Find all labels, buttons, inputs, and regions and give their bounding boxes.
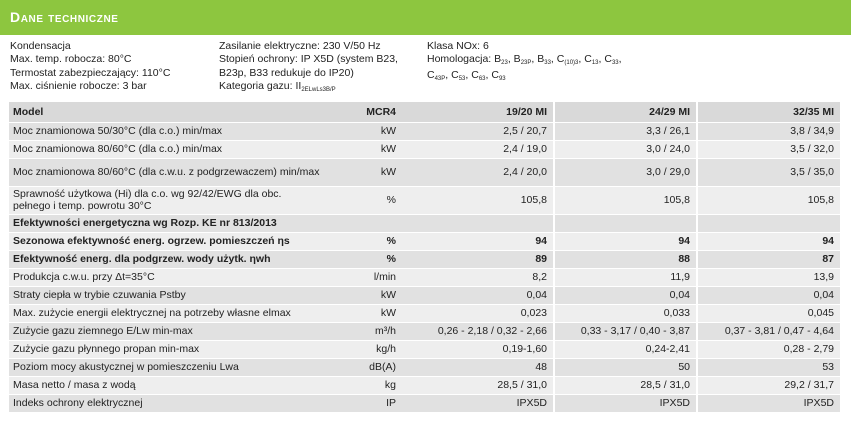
row-unit (324, 214, 404, 232)
row-value-19-20: 89 (404, 250, 554, 268)
row-value-24-29: 94 (554, 232, 697, 250)
row-value-24-29 (554, 214, 697, 232)
row-value-32-35: 87 (697, 250, 840, 268)
header-model: Model (9, 102, 324, 122)
table-row (9, 304, 840, 322)
row-value-32-35: 0,37 - 3,81 / 0,47 - 4,64 (697, 322, 840, 340)
table-row (9, 140, 840, 158)
table-row (9, 186, 840, 214)
info-condensing: Kondensacja (10, 40, 71, 52)
row-unit: kg/h (324, 340, 404, 358)
row-unit: kW (324, 286, 404, 304)
gas-category-label: Kategoria gazu: II (219, 80, 302, 93)
row-label: Poziom mocy akustycznej w pomieszczeniu Lwa (9, 358, 324, 376)
row-label: Straty ciepła w trybie czuwania Pstby (9, 286, 324, 304)
row-value-19-20: 0,023 (404, 304, 554, 322)
homologation-item: B (513, 53, 521, 66)
homologation-item-sub: (10)3 (564, 60, 579, 67)
table-row (9, 376, 840, 394)
homologation-item: C (584, 53, 592, 66)
row-value-32-35 (697, 214, 840, 232)
info-max-pressure: Max. ciśnienie robocze: 3 bar (10, 80, 147, 93)
row-value-32-35: IPX5D (697, 394, 840, 412)
homologation-item-sub: 63 (478, 75, 486, 82)
table-header-row (9, 102, 840, 122)
table-row (9, 158, 840, 186)
row-unit: IP (324, 394, 404, 412)
table-row (9, 322, 840, 340)
row-label: Zużycie gazu ziemnego E/Lw min-max (9, 322, 324, 340)
homologation-item: B (494, 53, 502, 66)
row-unit: % (324, 186, 404, 214)
homologation-item-sub: 13 (591, 60, 599, 67)
header-model-24-29: 24/29 MI (554, 102, 697, 122)
row-value-32-35: 105,8 (697, 186, 840, 214)
row-unit: m³/h (324, 322, 404, 340)
row-value-24-29: 3,3 / 26,1 (554, 122, 697, 140)
row-value-24-29: 50 (554, 358, 697, 376)
row-value-19-20: 94 (404, 232, 554, 250)
row-value-19-20 (404, 214, 554, 232)
row-value-32-35: 0,28 - 2,79 (697, 340, 840, 358)
row-unit: l/min (324, 268, 404, 286)
table-row (9, 340, 840, 358)
info-safety-thermostat: Termostat zabezpieczający: 110°C (10, 66, 171, 79)
info-homologation: Homologacja: $B_{23}$, $B_{23P}$, $B_{33}$, $C_{(10)3}$, $C_{13}$, $C_{33}$, $C_{43P}$, $C_{53}$, $C_{63}$, $C_{93}$ (427, 53, 622, 82)
row-value-32-35: 3,5 / 35,0 (697, 158, 840, 186)
row-unit: kW (324, 140, 404, 158)
row-label: Efektywność energ. dla podgrzew. wody użytk. ηwh (9, 250, 324, 268)
row-value-32-35: 29,2 / 31,7 (697, 376, 840, 394)
row-unit: dB(A) (324, 358, 404, 376)
homologation-item: C (471, 68, 479, 81)
gas-category-sub: 2ELwLs3B/P (301, 87, 336, 94)
row-label: Max. zużycie energii elektrycznej na potrzeby własne elmax (9, 304, 324, 322)
section-title: Dane techniczne (10, 9, 119, 25)
homologation-item-sub: 53 (458, 75, 466, 82)
row-value-24-29: 0,04 (554, 286, 697, 304)
row-value-32-35: 0,045 (697, 304, 840, 322)
row-value-24-29: IPX5D (554, 394, 697, 412)
row-label: Sezonowa efektywność energ. ogrzew. pomieszczeń ηs (9, 232, 324, 250)
spec-table-body (9, 102, 840, 412)
homologation-item: C (491, 68, 499, 81)
row-label: Masa netto / masa z wodą (9, 376, 324, 394)
table-row (9, 358, 840, 376)
row-value-32-35: 53 (697, 358, 840, 376)
homologation-item-sub: 23P (520, 60, 532, 67)
row-value-24-29: 3,0 / 29,0 (554, 158, 697, 186)
row-value-32-35: 0,04 (697, 286, 840, 304)
table-row (9, 250, 840, 268)
row-label: Indeks ochrony elektrycznej (9, 394, 324, 412)
table-row (9, 232, 840, 250)
spec-table (9, 102, 840, 413)
header-bar (0, 0, 851, 35)
row-label: Moc znamionowa 80/60°C (dla c.o.) min/max (9, 140, 324, 158)
header-model-32-35: 32/35 MI (697, 102, 840, 122)
row-value-19-20: 48 (404, 358, 554, 376)
row-unit: kW (324, 304, 404, 322)
header-model-19-20: 19/20 MI (404, 102, 554, 122)
table-row (9, 394, 840, 412)
row-value-32-35: 3,8 / 34,9 (697, 122, 840, 140)
row-value-19-20: 0,04 (404, 286, 554, 304)
row-label: Produkcja c.w.u. przy Δt=35°C (9, 268, 324, 286)
row-value-19-20: 0,19-1,60 (404, 340, 554, 358)
homologation-item-sub: 23 (501, 60, 508, 67)
row-value-19-20: 2,4 / 20,0 (404, 158, 554, 186)
row-value-19-20: IPX5D (404, 394, 554, 412)
info-column-general (10, 40, 215, 94)
row-value-19-20: 105,8 (404, 186, 554, 214)
row-label: Moc znamionowa 80/60°C (dla c.w.u. z podgrzewaczem) min/max (9, 158, 324, 186)
row-value-32-35: 94 (697, 232, 840, 250)
homologation-item: C (556, 53, 565, 66)
homologation-label: Homologacja: (427, 53, 495, 66)
header-mcr4: MCR4 (324, 102, 404, 122)
row-value-19-20: 2,5 / 20,7 (404, 122, 554, 140)
homologation-item-sub: 93 (498, 75, 506, 82)
homologation-item: C (427, 68, 435, 81)
info-protection-2: B23p, B33 redukuje do IP20) (219, 66, 354, 79)
row-value-24-29: 0,33 - 3,17 / 0,40 - 3,87 (554, 322, 697, 340)
table-row (9, 122, 840, 140)
row-label: Efektywności energetyczna wg Rozp. KE nr 813/2013 (9, 214, 324, 232)
info-gas-category (219, 80, 424, 95)
homologation-item: C (451, 68, 459, 81)
row-unit: % (324, 250, 404, 268)
table-row (9, 214, 840, 232)
row-value-32-35: 13,9 (697, 268, 840, 286)
row-value-24-29: 88 (554, 250, 697, 268)
row-label: Moc znamionowa 50/30°C (dla c.o.) min/max (9, 122, 324, 140)
row-value-19-20: 8,2 (404, 268, 554, 286)
row-value-24-29: 0,033 (554, 304, 697, 322)
info-protection-1: Stopień ochrony: IP X5D (system B23, (219, 53, 398, 66)
row-label: Zużycie gazu płynnego propan min-max (9, 340, 324, 358)
info-column-electrical (219, 40, 424, 96)
row-value-19-20: 28,5 / 31,0 (404, 376, 554, 394)
row-value-24-29: 105,8 (554, 186, 697, 214)
row-unit: kW (324, 122, 404, 140)
table-row (9, 268, 840, 286)
row-value-24-29: 0,24-2,41 (554, 340, 697, 358)
info-column-homologation (427, 40, 627, 84)
homologation-item: B (537, 53, 545, 66)
row-value-24-29: 3,0 / 24,0 (554, 140, 697, 158)
homologation-item-sub: 33 (544, 60, 551, 67)
row-value-24-29: 28,5 / 31,0 (554, 376, 697, 394)
row-value-19-20: 0,26 - 2,18 / 0,32 - 2,66 (404, 322, 554, 340)
info-nox-class: Klasa NOx: 6 (427, 40, 489, 52)
row-unit: kg (324, 376, 404, 394)
info-max-temp: Max. temp. robocza: 80°C (10, 53, 132, 66)
homologation-item-sub: 43P (434, 75, 446, 82)
homologation-item: C (604, 53, 612, 66)
row-value-32-35: 3,5 / 32,0 (697, 140, 840, 158)
info-power-supply: Zasilanie elektryczne: 230 V/50 Hz (219, 40, 381, 52)
row-label: Sprawność użytkowa (Hi) dla c.o. wg 92/42/EWG dla obc. pełnego i temp. powrotu 30°C (9, 186, 324, 214)
table-row (9, 286, 840, 304)
homologation-item-sub: 33 (611, 60, 619, 67)
row-unit: kW (324, 158, 404, 186)
row-unit: % (324, 232, 404, 250)
row-value-19-20: 2,4 / 19,0 (404, 140, 554, 158)
row-value-24-29: 11,9 (554, 268, 697, 286)
